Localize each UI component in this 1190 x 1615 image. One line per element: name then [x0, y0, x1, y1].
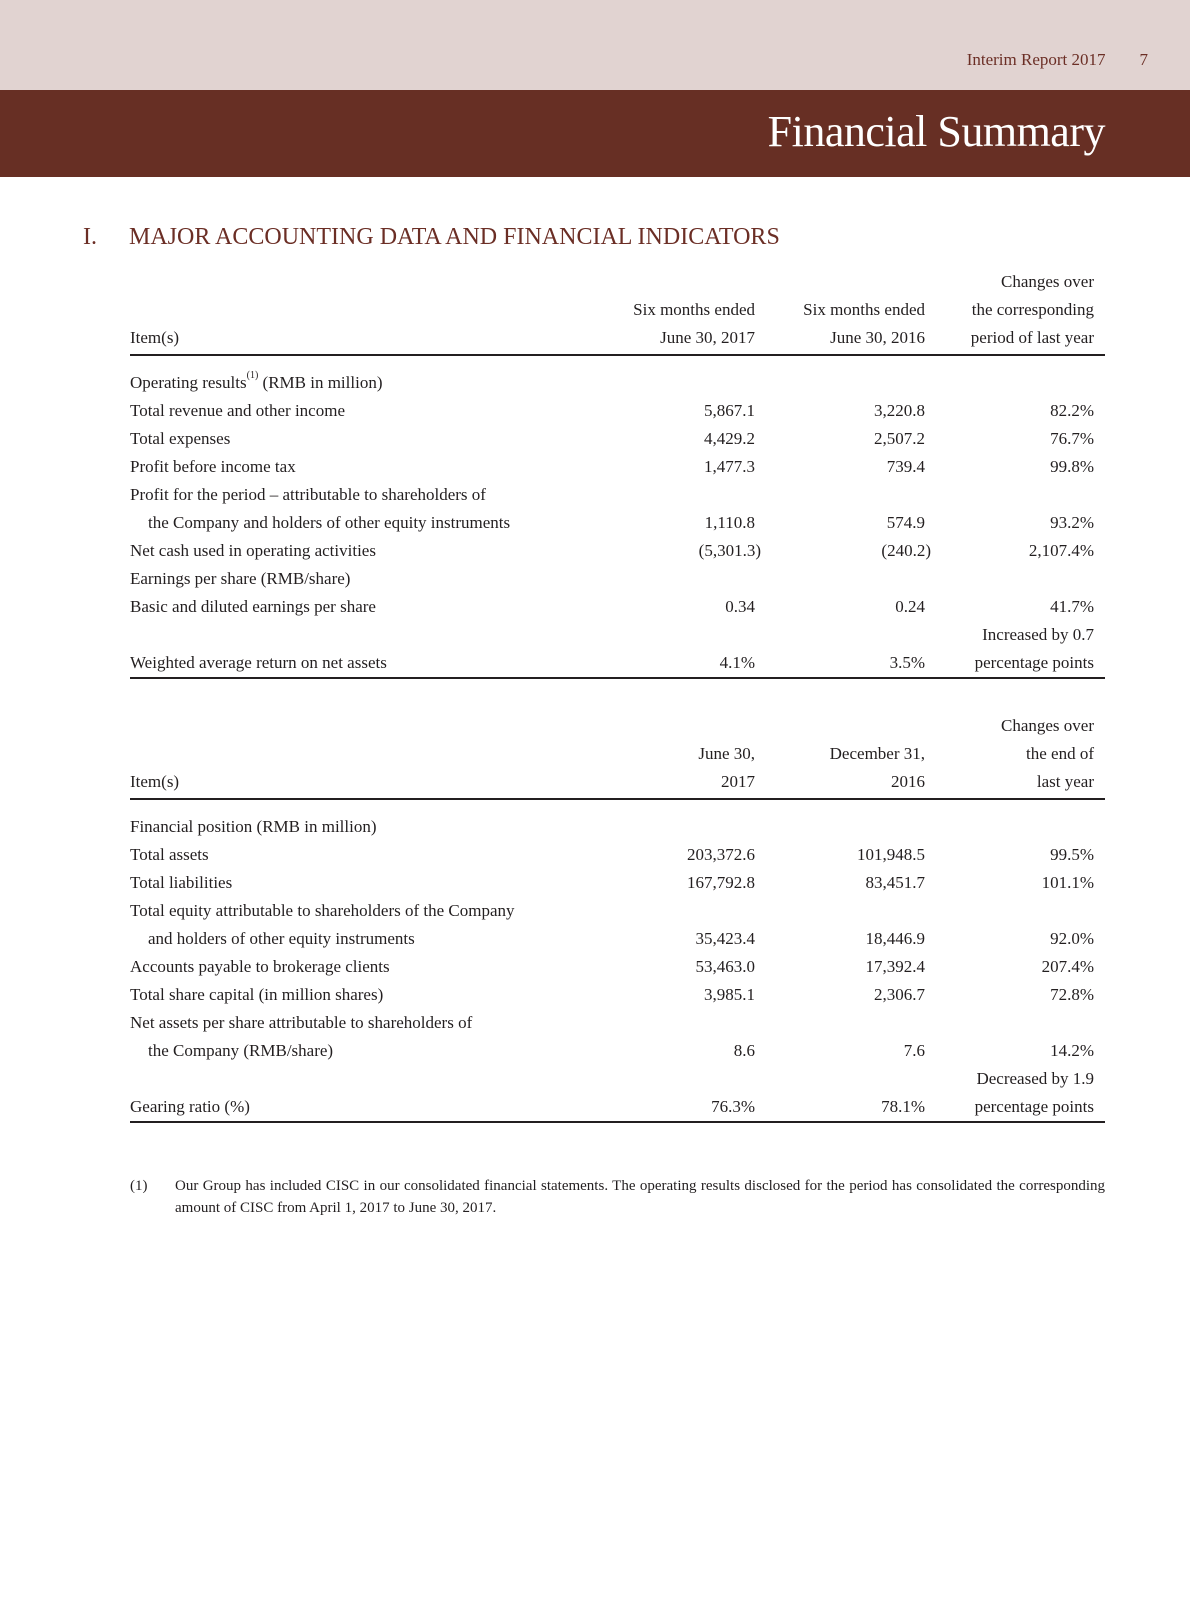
footnote-text: Our Group has included CISC in our consolidated financial statements. The operating results disclosed for the period has consolidated the corresponding amount of CISC from April 1, 2017 to June 30, 2017.: [175, 1178, 1105, 1216]
group-label: Financial position (RMB in million): [130, 817, 377, 836]
col-header-current: June 30,: [698, 744, 755, 763]
col-header-change: the corresponding: [971, 300, 1094, 319]
table-row: Basic and diluted earnings per share 0.34 0.24 41.7%: [130, 597, 1094, 616]
col-header-change: Changes over: [1000, 272, 1094, 291]
table-row: Accounts payable to brokerage clients 53,463.0 17,392.4 207.4%: [130, 957, 1094, 976]
table-row-note: Decreased by 1.9: [976, 1069, 1094, 1088]
table-row-continued: and holders of other equity instruments 35,423.4 18,446.9 92.0%: [148, 929, 1094, 948]
col-header-item: Item(s): [130, 768, 620, 799]
page-number: 7: [1139, 50, 1148, 69]
table-row-continued: the Company (RMB/share) 8.6 7.6 14.2%: [148, 1041, 1094, 1060]
col-header-change: Changes over: [1000, 716, 1094, 735]
group-row: [130, 565, 1105, 593]
operating-results-table: [130, 268, 1105, 679]
table-row: Net cash used in operating activities (5,301.3) (240.2) 2,107.4%: [130, 541, 1094, 560]
table-row: Total expenses 4,429.2 2,507.2 76.7%: [130, 429, 1094, 448]
table-row: Net assets per share attributable to shareholders of: [130, 1013, 473, 1032]
footnote: [130, 1175, 1105, 1219]
header-row: [130, 712, 1105, 740]
group-label: Operating results$^{(1)}$ (RMB in million): [130, 370, 383, 392]
table-row: Total liabilities 167,792.8 83,451.7 101.1%: [130, 873, 1094, 892]
title-band: [0, 90, 1190, 177]
group-row: [130, 369, 1105, 397]
header-row: [130, 740, 1105, 768]
col-header-current: 2017: [620, 768, 755, 799]
report-title: Interim Report 2017: [966, 50, 1106, 69]
table-row: Weighted average return on net assets 4.1% 3.5% percentage points: [130, 649, 1105, 678]
header-row: [130, 768, 1105, 799]
header-row: [130, 296, 1105, 324]
col-header-previous: 2016: [755, 768, 925, 799]
header-row: [130, 324, 1105, 355]
col-header-item: Item(s): [130, 324, 620, 355]
table-row-continued: the Company and holders of other equity instruments 1,110.8 574.9 93.2%: [148, 513, 1094, 532]
col-header-current: June 30, 2017: [620, 324, 755, 355]
table-row: Total assets 203,372.6 101,948.5 99.5%: [130, 845, 1094, 864]
footnote-mark: (1): [130, 1178, 148, 1194]
table-row: Total share capital (in million shares) 3,985.1 2,306.7 72.8%: [130, 985, 1094, 1004]
running-header: [967, 50, 1148, 70]
col-header-previous: Six months ended: [803, 300, 925, 319]
financial-position-table: [130, 712, 1105, 1123]
group-label: Earnings per share (RMB/share): [130, 569, 351, 588]
section-number: I.: [83, 224, 97, 250]
table-row-note: Increased by 0.7: [982, 625, 1094, 644]
section-heading: [83, 224, 780, 251]
table-row: Gearing ratio (%) 76.3% 78.1% percentage points: [130, 1093, 1105, 1122]
table-row: Total revenue and other income 5,867.1 3,220.8 82.2%: [130, 401, 1094, 420]
table-row: Total equity attributable to shareholders of the Company: [130, 901, 515, 920]
page-title: Financial Summary: [767, 107, 1105, 156]
col-header-change: last year: [925, 768, 1105, 799]
col-header-previous: December 31,: [829, 744, 925, 763]
section-title: MAJOR ACCOUNTING DATA AND FINANCIAL INDICATORS: [129, 224, 780, 250]
header-row: [130, 268, 1105, 296]
col-header-change: the end of: [1026, 744, 1094, 763]
col-header-current: Six months ended: [633, 300, 755, 319]
col-header-previous: June 30, 2016: [755, 324, 925, 355]
col-header-change: period of last year: [925, 324, 1105, 355]
header-top-band: [0, 0, 1190, 90]
table-row: Profit before income tax 1,477.3 739.4 99.8%: [130, 457, 1094, 476]
group-row: [130, 813, 1105, 841]
table-row: Profit for the period – attributable to shareholders of: [130, 485, 486, 504]
